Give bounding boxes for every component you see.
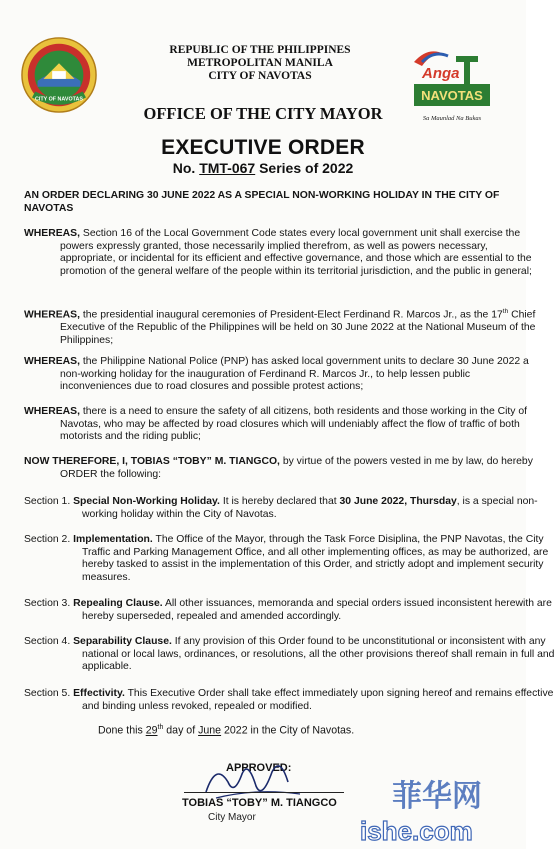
section-5: Section 5. Effectivity. This Executive Order shall take effect immediately upon signing hereof and remains effective and binding unless revoked, repealed or modified. <box>24 688 554 712</box>
done-line: Done this 29th day of June 2022 in the City of Navotas. <box>98 724 355 737</box>
whereas-clause-4: WHEREAS, there is a need to ensure the safety of all citizens, both residents and those working in the City of Navotas, who may be affected by road closures which will undeniably affect the flow of traffic of both motorists and the riding public; <box>24 406 528 443</box>
approved-label: APPROVED: <box>226 762 292 774</box>
document-title: EXECUTIVE ORDER <box>161 136 365 159</box>
watermark-logo <box>352 770 526 849</box>
order-number-suffix: Series of 2022 <box>259 160 354 176</box>
order-number <box>0 160 526 176</box>
signature-line <box>184 792 344 793</box>
section-3: Section 3. Repealing Clause. All other issuances, memoranda and special orders issued inconsistent herewith are hereby superseded, repealed and amended accordingly. <box>24 598 552 622</box>
order-number-code: TMT-067 <box>199 160 256 176</box>
header-line-1: REPUBLIC OF THE PHILIPPINES <box>169 44 351 56</box>
whereas-clause-2: WHEREAS, the presidential inaugural ceremonies of President-Elect Ferdinand R. Marcos Jr., as the 17th Chief Executive of the Republic of the Philippines will be held on 30 June 2022 at the National Museum of the Philippines; <box>24 308 536 346</box>
watermark-domain: ishe.com <box>360 816 473 846</box>
therefore-clause: NOW THEREFORE, I, TOBIAS “TOBY” M. TIANGCO, by virtue of the powers vested in me by law, do hereby ORDER the following: <box>24 456 533 480</box>
signatory-title: City Mayor <box>208 812 256 823</box>
brand-word-anga: Anga <box>422 65 460 82</box>
whereas-clause-1: WHEREAS, Section 16 of the Local Government Code states every local government unit shall exercise the powers expressly granted, those necessarily implied therefrom, as well as powers necessary, appropriate, or incidental for its efficient and effective governance, and those which are essential to the promotion of the general welfare of the people within its territorial jurisdiction, and the public in general; <box>24 228 532 277</box>
header-line-2: METROPOLITAN MANILA <box>187 57 333 69</box>
section-1: Section 1. Special Non-Working Holiday. It is hereby declared that 30 June 2022, Thursday, is a special non-working holiday within the City of Navotas. <box>24 496 538 520</box>
office-title: OFFICE OF THE CITY MAYOR <box>143 104 383 123</box>
seal-text: CITY OF NAVOTAS <box>35 96 83 103</box>
order-subject: AN ORDER DECLARING 30 JUNE 2022 AS A SPECIAL NON-WORKING HOLIDAY IN THE CITY OF NAVOTAS <box>24 190 500 214</box>
city-seal-icon <box>20 36 98 114</box>
section-4: Section 4. Separability Clause. If any provision of this Order found to be unconstitutional or inconsistent with any national or local laws, ordinances, or resolutions, all the other provisions thereof shall remain in full and applicable. <box>24 636 555 673</box>
signatory-name: TOBIAS “TOBY” M. TIANGCO <box>182 797 337 809</box>
order-number-prefix: No. <box>172 160 196 176</box>
brand-word-navotas: NAVOTAS <box>421 88 483 103</box>
government-header <box>130 44 390 83</box>
header-line-3: CITY OF NAVOTAS <box>208 70 312 82</box>
watermark-text: 菲华网 <box>392 779 482 814</box>
brand-tagline: Sa Maunlad Na Bukas <box>422 115 482 122</box>
section-2: Section 2. Implementation. The Office of the Mayor, through the Task Force Disiplina, the PNP Navotas, the City Traffic and Parking Management Office, and all other implementing offices, as may be authorized, are hereby tasked to assist in the implementation of this Order, and strictly adopt and implement security measures. <box>24 534 549 583</box>
whereas-clause-3: WHEREAS, the Philippine National Police (PNP) has asked local government units to declare 30 June 2022 a non-working holiday for the inauguration of Ferdinand R. Marcos Jr., to help lessen public inconveniences due to road closures and possible protest actions; <box>24 356 529 393</box>
